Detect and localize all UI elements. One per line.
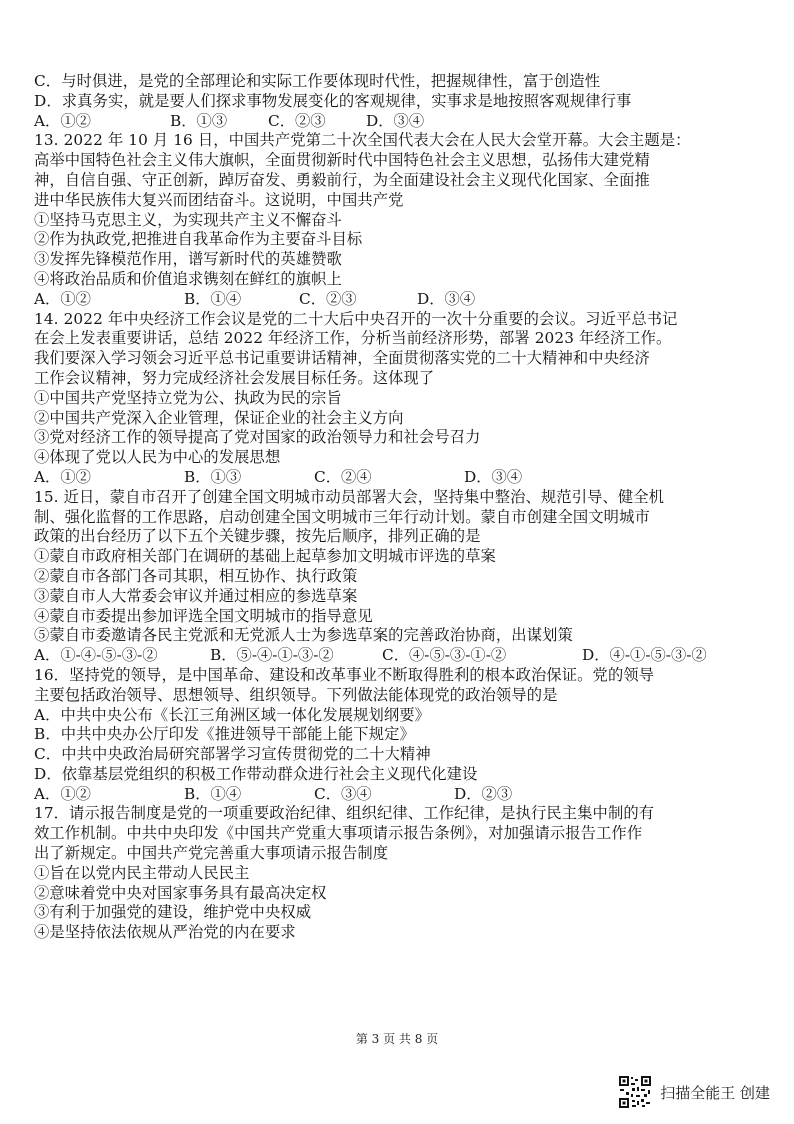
answer-options-16: [34, 785, 774, 805]
text-line: 15. 近日，蒙自市召开了创建全国文明城市动员部署大会，坚持集中整治、规范引导、健全机: [34, 487, 665, 506]
text-line: 工作会议精神，努力完成经济社会发展目标任务。这体现了: [34, 368, 435, 387]
answer-option: A．①②: [34, 289, 91, 308]
text-line: 17．请示报告制度是党的一项重要政治纪律、组织纪律、工作纪律，是执行民主集中制的有: [34, 804, 655, 823]
text-line: 制、强化监督的工作思路，启动创建全国文明城市三年行动计划。蒙自市创建全国文明城市: [34, 507, 650, 526]
text-line: 在会上发表重要讲话，总结 2022 年经济工作，分析当前经济形势，部署 2023 年经济工作。: [34, 329, 672, 348]
text-line: B．中共中央办公厅印发《推进领导干部能上能下规定》: [34, 725, 415, 744]
text-line: ①旨在以党内民主带动人民民主: [34, 863, 250, 882]
answer-option: D．③④: [366, 111, 425, 130]
text-line: 13. 2022 年 10 月 16 日，中国共产党第二十次全国代表大会在人民大会堂开幕。大会主题是：: [34, 131, 691, 150]
text-line: ④是坚持依法依规从严治党的内在要求: [34, 923, 296, 942]
text-line: 14. 2022 年中央经济工作会议是党的二十大后中央召开的一次十分重要的会议。习近平总书记: [34, 309, 678, 328]
text-line: 神，自信自强、守正创新，踔厉奋发、勇毅前行，为全面建设社会主义现代化国家、全面推: [34, 170, 650, 189]
question-content: [34, 72, 774, 943]
text-line: D．求真务实，就是要人们探求事物发展变化的客观规律，实事求是地按照客观规律行事: [34, 91, 632, 110]
text-line: 主要包括政治领导、思想领导、组织领导。下列做法能体现党的政治领导的是: [34, 685, 558, 704]
text-line: ②中国共产党深入企业管理，保证企业的社会主义方向: [34, 408, 404, 427]
question-15: [34, 488, 774, 646]
answer-option: C．④-⑤-③-①-②: [382, 646, 507, 665]
text-line: ②作为执政党,把推进自我革命作为主要奋斗目标: [34, 230, 363, 249]
text-line: 效工作机制。中共中央印发《中国共产党重大事项请示报告条例》，对加强请示报告工作作: [34, 824, 643, 843]
qr-code-icon: [618, 1075, 652, 1109]
text-line: 政策的出台经历了以下五个关键步骤，按先后顺序，排列正确的是: [34, 527, 481, 546]
text-line: ②意味着党中央对国家事务具有最高决定权: [34, 883, 327, 902]
answer-options-14: [34, 468, 774, 488]
text-line: ③党对经济工作的领导提高了党对国家的政治领导力和社会号召力: [34, 428, 481, 447]
text-line: ②蒙自市各部门各司其职，相互协作、执行政策: [34, 566, 358, 585]
answer-option: B．①③: [170, 111, 228, 130]
options-prev-question: [34, 72, 774, 112]
answer-option: C．②③: [299, 289, 357, 308]
text-line: A．中共中央公布《长江三角洲区域一体化发展规划纲要》: [34, 705, 431, 724]
text-line: 进中华民族伟大复兴而团结奋斗。这说明，中国共产党: [34, 190, 404, 209]
answer-option: A．①②: [34, 467, 91, 486]
text-line: ①蒙自市政府相关部门在调研的基础上起草参加文明城市评选的草案: [34, 547, 496, 566]
text-line: C．中共中央政治局研究部署学习宣传贯彻党的二十大精神: [34, 745, 431, 764]
text-line: ③发挥先锋模范作用，谱写新时代的英雄赞歌: [34, 250, 342, 269]
answer-option: B．①④: [184, 289, 242, 308]
answer-option: B．①④: [184, 784, 242, 803]
text-line: 出了新规定。中国共产党完善重大事项请示报告制度: [34, 844, 389, 863]
text-line: ④体现了党以人民为中心的发展思想: [34, 448, 281, 467]
text-line: ③蒙自市人大常委会审议并通过相应的参选草案: [34, 586, 358, 605]
answer-option: C．②③: [268, 111, 326, 130]
answer-options-15: [34, 646, 774, 666]
text-line: D．依靠基层党组织的积极工作带动群众进行社会主义现代化建设: [34, 764, 478, 783]
answer-option: C．③④: [314, 784, 372, 803]
scanner-watermark: [618, 1075, 770, 1109]
question-16: [34, 666, 774, 785]
text-line: ④将政治品质和价值追求镌刻在鲜红的旗帜上: [34, 269, 342, 288]
answer-options-prev: [34, 112, 774, 132]
answer-option: C．②④: [314, 467, 372, 486]
text-line: ⑤蒙自市委邀请各民主党派和无党派人士为参选草案的完善政治协商，出谋划策: [34, 626, 573, 645]
text-line: 高举中国特色社会主义伟大旗帜，全面贯彻新时代中国特色社会主义思想，弘扬伟大建党精: [34, 151, 650, 170]
answer-option: A．①②: [34, 784, 91, 803]
text-line: 16．坚持党的领导，是中国革命、建设和改革事业不断取得胜利的根本政治保证。党的领导: [34, 665, 655, 684]
text-line: ③有利于加强党的建设，维护党中央权威: [34, 903, 312, 922]
answer-option: B．⑤-④-①-③-②: [210, 646, 334, 665]
scanner-label: 扫描全能王 创建: [660, 1083, 770, 1102]
answer-option: D．④-①-⑤-③-②: [582, 646, 707, 665]
answer-option: D．③④: [417, 289, 476, 308]
text-line: C．与时俱进，是党的全部理论和实际工作要体现时代性，把握规律性，富于创造性: [34, 72, 601, 90]
text-line: ④蒙自市委提出参加评选全国文明城市的指导意见: [34, 606, 373, 625]
answer-option: D．③④: [464, 467, 523, 486]
answer-option: A．①-④-⑤-③-②: [34, 646, 158, 665]
page-number: 第 3 页 共 8 页: [355, 1032, 439, 1046]
question-17: [34, 804, 774, 943]
text-line: ①坚持马克思主义，为实现共产主义不懈奋斗: [34, 210, 342, 229]
text-line: ①中国共产党坚持立党为公、执政为民的宗旨: [34, 388, 342, 407]
answer-option: B．①③: [184, 467, 242, 486]
text-line: 我们要深入学习领会习近平总书记重要讲话精神，全面贯彻落实党的二十大精神和中央经济: [34, 349, 650, 368]
answer-option: A．①②: [34, 111, 91, 130]
answer-options-13: [34, 290, 774, 310]
question-13: [34, 131, 774, 289]
answer-option: D．②③: [454, 784, 513, 803]
question-14: [34, 310, 774, 468]
